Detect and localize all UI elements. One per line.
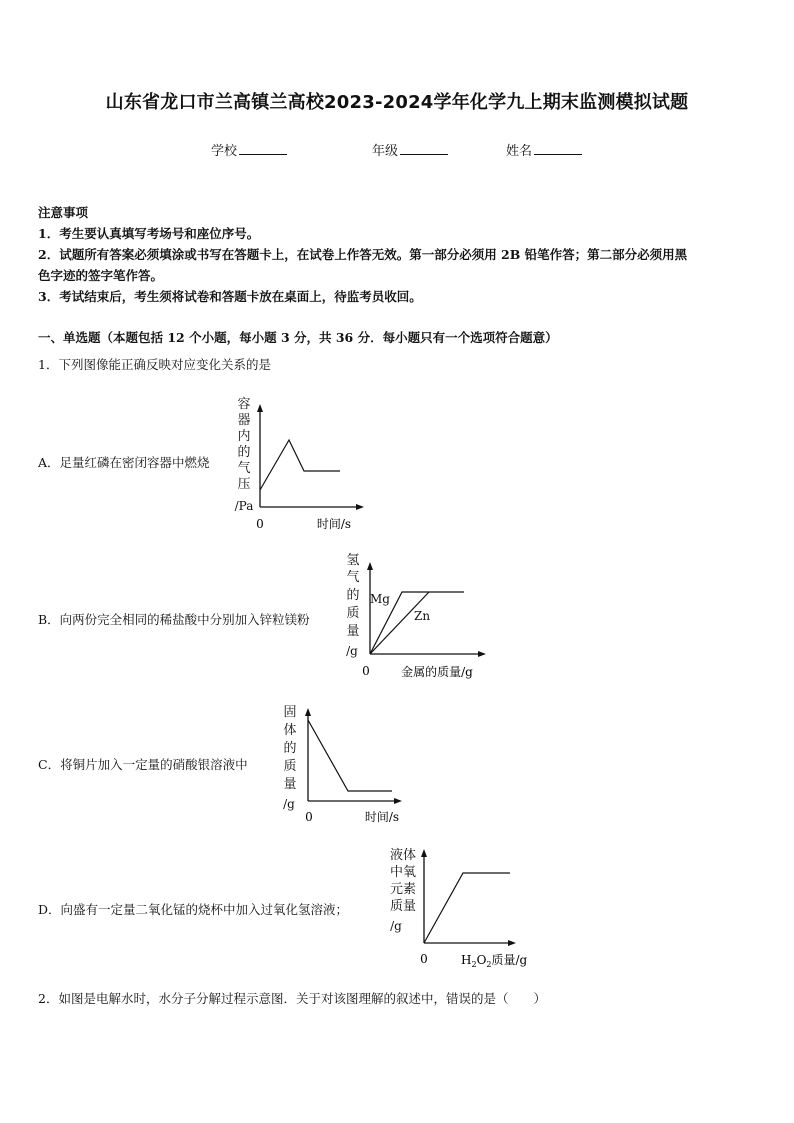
q2-stem: 2．如图是电解水时，水分子分解过程示意图．关于对该图理解的叙述中，错误的是（ ） <box>38 991 546 1006</box>
grade-label: 年级 <box>372 144 399 159</box>
option-b-label: B．向两份完全相同的稀盐酸中分别加入锌粒镁粉 <box>38 612 310 627</box>
name-blank <box>534 142 582 155</box>
graph-c-ylabel-4: 质 <box>283 759 297 774</box>
graph-d-x-arrow <box>508 940 516 946</box>
graph-b-ylabel-2: 气 <box>346 570 360 585</box>
school-blank <box>239 142 287 155</box>
graph-b-mg-label: Mg <box>370 592 390 606</box>
graph-a-ylabel-6: 压 <box>237 477 251 492</box>
graph-d-xlabel: $H_2O_2$质量/g <box>461 953 528 969</box>
graph-d-ylabel-4: 质量 <box>389 899 417 914</box>
notes-heading: 注意事项 <box>38 205 89 220</box>
graph-a-ylabel-1: 容 <box>237 397 251 412</box>
name-label: 姓名 <box>506 144 533 159</box>
graph-a-y-arrow <box>257 404 263 412</box>
option-c-label: C．将铜片加入一定量的硝酸银溶液中 <box>38 757 248 772</box>
graph-a-ylabel-2: 器 <box>237 413 251 428</box>
graph-b-y-arrow <box>367 562 373 570</box>
graph-b-yunit: /g <box>346 644 358 658</box>
note-item-1: 1．考生要认真填写考场号和座位序号。 <box>38 226 260 241</box>
option-a-label: A．足量红磷在密闭容器中燃烧 <box>38 455 210 470</box>
graph-c-y-arrow <box>305 708 311 716</box>
graph-b-ylabel-1: 氢 <box>346 553 360 568</box>
page-title: 山东省龙口市兰高镇兰高校2023-2024学年化学九上期末监测模拟试题 <box>105 92 689 113</box>
graph-d-origin: 0 <box>420 952 428 966</box>
graph-d <box>384 843 544 971</box>
graph-b-origin: 0 <box>362 664 370 678</box>
graph-a-ylabel-4: 的 <box>237 445 251 460</box>
graph-b-x-arrow <box>478 651 486 657</box>
school-label: 学校 <box>211 144 238 159</box>
graph-c-x-arrow <box>394 798 402 804</box>
graph-b-xlabel: 金属的质量/g <box>401 665 473 679</box>
graph-a-curve <box>260 440 340 490</box>
graph-b-ylabel-5: 量 <box>346 624 360 639</box>
graph-d-ylabel-2: 中氧 <box>389 865 417 880</box>
grade-blank <box>400 142 448 155</box>
graph-d-yunit: /g <box>390 919 402 933</box>
graph-c-ylabel-1: 固 <box>283 705 297 720</box>
graph-c-curve <box>308 720 392 791</box>
graph-d-y-arrow <box>421 849 427 857</box>
graph-c-yunit: /g <box>283 797 295 811</box>
graph-c-ylabel-3: 的 <box>283 741 297 756</box>
name-field <box>506 140 582 159</box>
q1-stem: 1．下列图像能正确反映对应变化关系的是 <box>38 357 271 372</box>
graph-a-origin: 0 <box>256 517 264 531</box>
graph-a-xlabel: 时间/s <box>316 517 352 531</box>
graph-b <box>340 548 490 683</box>
graph-d-ylabel-3: 元素 <box>389 882 417 897</box>
graph-a-ylabel-3: 内 <box>237 429 251 444</box>
graph-a-ylabel-5: 气 <box>237 461 251 476</box>
graph-c <box>276 700 406 830</box>
graph-c-ylabel-5: 量 <box>283 777 297 792</box>
graph-c-ylabel-2: 体 <box>283 723 297 738</box>
grade-field <box>372 140 448 159</box>
school-field <box>211 140 287 159</box>
graph-c-xlabel: 时间/s <box>364 810 400 824</box>
graph-c-origin: 0 <box>305 810 313 824</box>
note-item-2-cont: 色字迹的签字笔作答。 <box>38 268 164 283</box>
note-item-2: 2．试题所有答案必须填涂或书写在答题卡上，在试卷上作答无效。第一部分必须用 2B 铅笔作答；第二部分必须用黑 <box>38 247 688 262</box>
graph-d-ylabel-1: 液体 <box>389 848 417 863</box>
graph-b-ylabel-3: 的 <box>346 588 360 603</box>
graph-b-zn-label: Zn <box>414 609 431 623</box>
section-heading: 一、单选题（本题包括 12 个小题，每小题 3 分，共 36 分．每小题只有一个选项符合题意） <box>38 330 558 345</box>
graph-a <box>228 392 368 532</box>
graph-a-yunit: /Pa <box>234 499 254 513</box>
note-item-3: 3．考试结束后，考生须将试卷和答题卡放在桌面上，待监考员收回。 <box>38 289 422 304</box>
graph-a-x-arrow <box>356 504 364 510</box>
graph-b-ylabel-4: 质 <box>346 606 360 621</box>
option-d-label: D．向盛有一定量二氧化锰的烧杯中加入过氧化氢溶液； <box>38 902 349 917</box>
graph-d-curve <box>424 873 510 943</box>
